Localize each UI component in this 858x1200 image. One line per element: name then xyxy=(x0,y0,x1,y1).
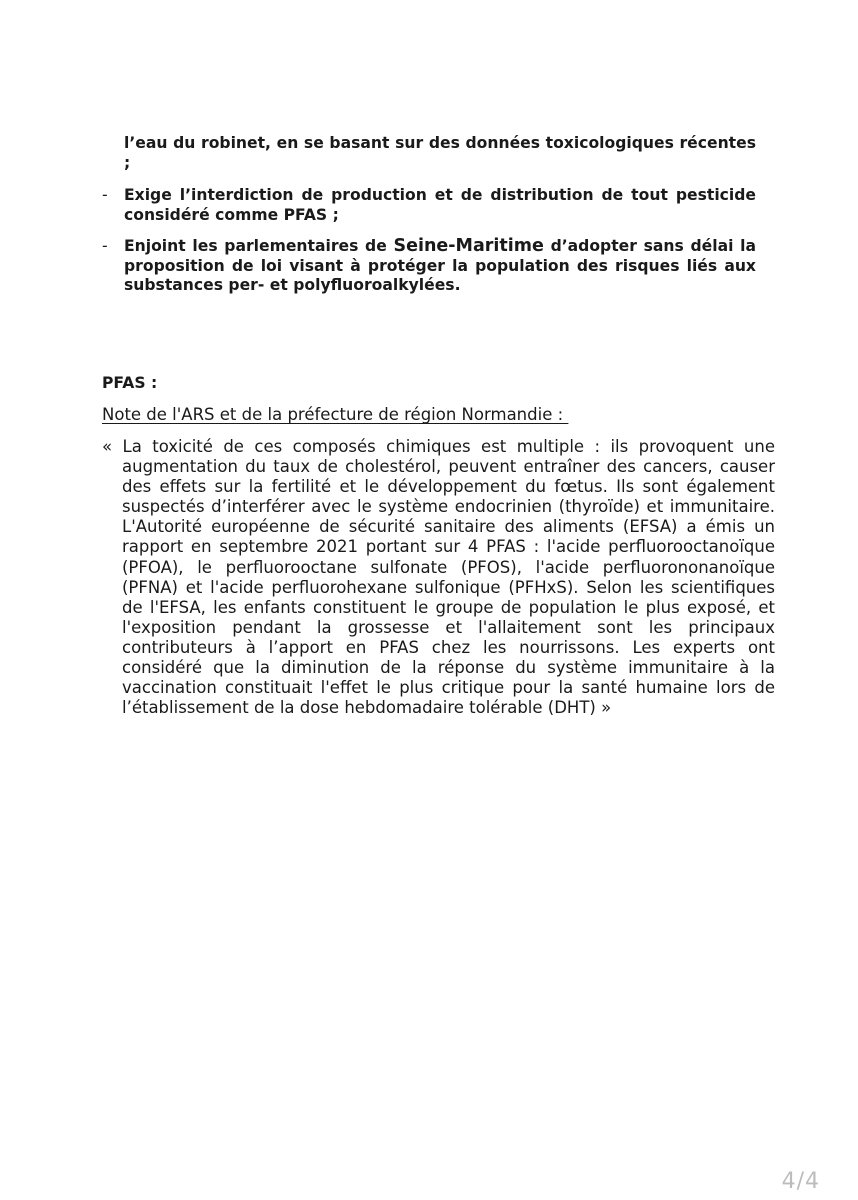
list-bullet: - xyxy=(102,186,108,204)
note-title: Note de l'ARS et de la préfecture de région Normandie : xyxy=(102,405,569,424)
list-item-text-end: d’adopter sans délai la proposition de loi visant à protéger la population des risques liés aux substances per- et polyfluoroalkylées. xyxy=(124,237,757,294)
page-number: 4/4 xyxy=(781,1169,820,1194)
continued-list-item xyxy=(102,134,756,173)
quoted-paragraph: « La toxicité de ces composés chimiques est multiple : ils provoquent une augmentation du taux de cholestérol, peuvent entraîner des cancers, causer des effets sur la fertilité et le développement du fœtus. Ils sont également suspectés d’interférer avec le système endocrinien (thyroïde) et immunitaire. L'Autorité européenne de sécurité sanitaire des aliments (EFSA) a émis un rapport en septembre 2021 portant sur 4 PFAS : l'acide perfluorooctanoïque (PFOA), le perfluorooctane sulfonate (PFOS), l'acide perfluorononanoïque (PFNA) et l'acide perfluorohexane sulfonique (PFHxS). Selon les scientifiques de l'EFSA, les enfants constituent le groupe de population le plus exposé, et l'exposition pendant la grossesse et l'allaitement sont les principaux contributeurs à l’apport en PFAS chez les nourrissons. Les experts ont considéré que la diminution de la réponse du système immunitaire à la vaccination constituait l'effet le plus critique pour la santé humaine lors de l’établissement de la dose hebdomadaire tolérable (DHT) » xyxy=(102,437,775,718)
list-item-text-start: Enjoint les parlementaires de xyxy=(124,237,394,255)
list-item xyxy=(102,186,756,225)
emphasized-place-name: Seine-Maritime xyxy=(393,236,544,256)
list-bullet: - xyxy=(102,237,108,255)
section-heading: PFAS : xyxy=(102,374,158,392)
list-item-text: Exige l’interdiction de production et de distribution de tout pesticide considéré comme PFAS ; xyxy=(124,186,756,224)
list-item xyxy=(102,237,756,296)
list-item-text xyxy=(124,237,756,296)
list-item-text: l’eau du robinet, en se basant sur des données toxicologiques récentes ; xyxy=(124,134,756,172)
